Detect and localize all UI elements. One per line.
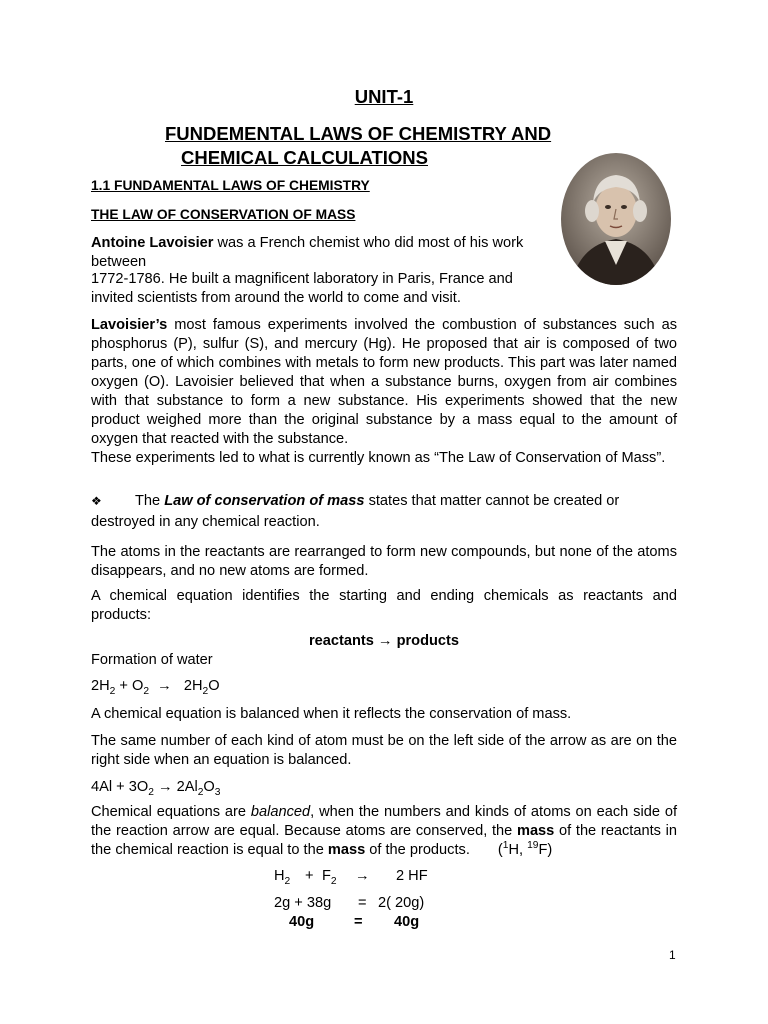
water-equation bbox=[91, 677, 220, 696]
mass-eq1-right: 2( 20g) bbox=[378, 895, 425, 911]
al-eq-part: O bbox=[203, 779, 215, 795]
aluminum-equation bbox=[91, 778, 220, 797]
mass-eq2-left: 40g bbox=[289, 914, 315, 930]
iso-part: H, bbox=[508, 842, 528, 858]
subsection-heading: THE LAW OF CONSERVATION OF MASS bbox=[91, 207, 356, 222]
def-bold: mass bbox=[327, 842, 366, 858]
al-eq-part: 2Al bbox=[176, 779, 198, 795]
mass-eq1-left: 2g + 38g bbox=[274, 895, 332, 911]
mass-eq2-equals: = bbox=[354, 914, 363, 930]
al-eq-sub: 2 bbox=[148, 786, 154, 798]
def-text: of the products. bbox=[365, 842, 470, 858]
def-text: of the reactants in the chemical reaction is equal to the bbox=[91, 823, 677, 858]
lavoisiers-label: Lavoisier’s bbox=[91, 317, 168, 333]
hf-sub: 2 bbox=[330, 875, 337, 887]
reactants-products-equation: reactants → products bbox=[308, 633, 460, 649]
same-number-paragraph: The same number of each kind of atom must be on the left side of the arrow as are on the right side when an equation is balanced. bbox=[91, 733, 677, 768]
page-number: 1 bbox=[669, 948, 676, 962]
mass-eq2-right: 40g bbox=[394, 914, 420, 930]
mass-eq1-equals: = bbox=[358, 895, 367, 911]
main-title-line2: CHEMICAL CALCULATIONS bbox=[181, 147, 428, 168]
water-eq-sub: 2 bbox=[202, 685, 209, 697]
hf-sub: 2 bbox=[284, 875, 291, 887]
water-eq-part: O bbox=[208, 678, 220, 694]
atoms-paragraph: The atoms in the reactants are rearranged to form new compounds, but none of the atoms disappears, and no new atoms are formed. bbox=[91, 544, 677, 579]
al-eq-part: 4Al + 3O bbox=[91, 779, 149, 795]
main-title-line1: FUNDEMENTAL LAWS OF CHEMISTRY AND bbox=[165, 123, 552, 144]
al-eq-sub: 3 bbox=[214, 786, 221, 798]
iso-sup: 19 bbox=[527, 840, 539, 852]
hf-f bbox=[322, 868, 337, 887]
al-eq-sub: 2 bbox=[197, 786, 204, 798]
def-bold: mass bbox=[516, 823, 555, 839]
lavoisier-portrait bbox=[561, 153, 671, 285]
lavoisier-intro-line2: 1772-1786. He built a magnificent laboratory in Paris, France and invited scientists from around the world to come and visit. bbox=[91, 271, 513, 306]
lavoisier-intro-line1 bbox=[91, 234, 551, 272]
led-to-paragraph: These experiments led to what is currently known as “The Law of Conservation of Mass”. bbox=[91, 450, 666, 466]
def-text: , when the numbers and kinds of atoms on each side of the reaction arrow are equal. Because atoms are conserved, the bbox=[91, 804, 678, 839]
hf-f-letter: F bbox=[322, 868, 331, 884]
hf-plus: + bbox=[305, 868, 314, 884]
law-statement bbox=[91, 491, 677, 533]
experiments-paragraph bbox=[91, 316, 677, 449]
hf-equation bbox=[274, 868, 291, 887]
water-eq-sub: 2 bbox=[143, 685, 150, 697]
balanced-paragraph: A chemical equation is balanced when it reflects the conservation of mass. bbox=[91, 706, 572, 722]
water-eq-arrow: → bbox=[149, 678, 184, 694]
isotope-note bbox=[498, 842, 552, 858]
hf-h: H bbox=[274, 868, 285, 884]
water-eq-part: 2H bbox=[183, 678, 203, 694]
law-post: states that matter cannot be created or destroyed in any chemical reaction. bbox=[91, 493, 620, 530]
equation-intro: A chemical equation identifies the starting and ending chemicals as reactants and products: bbox=[91, 588, 677, 623]
balanced-definition bbox=[91, 803, 677, 860]
diamond-bullet-icon: ❖ bbox=[91, 494, 102, 508]
hf-arrow: → bbox=[355, 868, 370, 884]
def-text: Chemical equations are bbox=[91, 804, 251, 820]
unit-title: UNIT-1 bbox=[354, 86, 414, 107]
main-title bbox=[165, 122, 551, 170]
iso-part: F) bbox=[538, 842, 553, 858]
formation-label: Formation of water bbox=[91, 652, 213, 668]
water-eq-sub: 2 bbox=[109, 685, 116, 697]
experiments-text: most famous experiments involved the combustion of substances such as phosphorus (P), sulfur (S), and mercury (Hg). He proposed that air is composed of two parts, one of which combines with metals to form new products. This part was later named oxygen (O). Lavoisier believed that when a substance burns, oxygen from air combines with that substance to form a new substance. His experiments showed that the new product weighed more than the original substance by a mass equal to the amount of oxygen that reacted with the substance. bbox=[91, 317, 677, 447]
hf-product: 2 HF bbox=[396, 868, 428, 884]
iso-part: ( bbox=[497, 842, 503, 858]
water-eq-part: 2H bbox=[91, 678, 110, 694]
def-emphasis: balanced bbox=[250, 804, 311, 820]
law-pre: The bbox=[135, 493, 165, 509]
section-heading: 1.1 FUNDAMENTAL LAWS OF CHEMISTRY bbox=[91, 178, 370, 193]
lavoisier-name: Antoine Lavoisier bbox=[91, 235, 214, 251]
lavoisier-intro-text1: was a French chemist who did most of his work between bbox=[91, 235, 524, 270]
law-emphasis: Law of conservation of mass bbox=[164, 493, 365, 509]
water-eq-part: + O bbox=[115, 678, 144, 694]
al-eq-arrow: → bbox=[153, 779, 177, 795]
iso-sup: 1 bbox=[502, 840, 509, 852]
